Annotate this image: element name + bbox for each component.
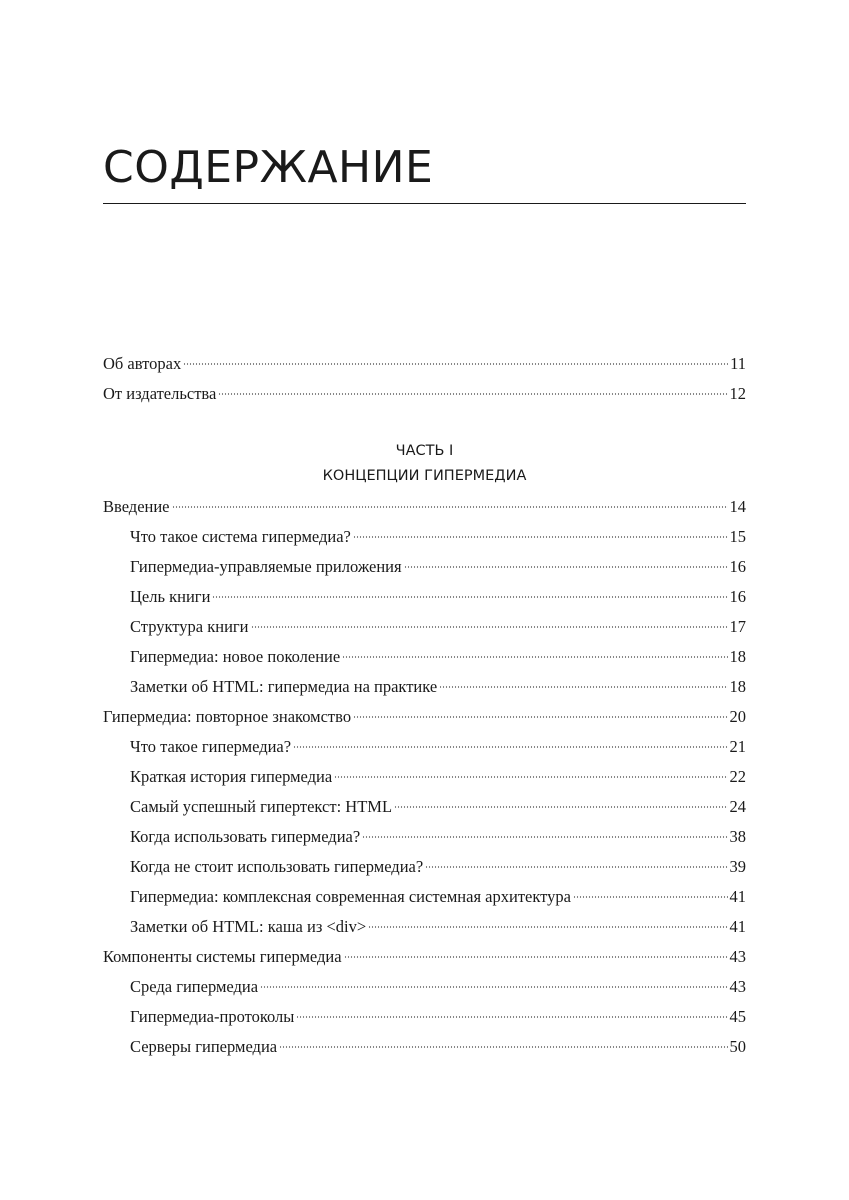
toc-entry-page: 38 — [729, 827, 746, 846]
dot-leader — [342, 656, 727, 658]
toc-section-entry[interactable] — [103, 672, 746, 702]
toc-entry-title: Гипермедиа-протоколы — [130, 1007, 295, 1026]
toc-entry-title: Гипермедиа-управляемые приложения — [130, 557, 402, 576]
toc-section-entry[interactable] — [103, 552, 746, 582]
toc-entry-title: Введение — [103, 497, 170, 516]
toc-section-entry[interactable] — [103, 1032, 746, 1062]
toc-section-entry[interactable] — [103, 972, 746, 1002]
toc-entry-title: Структура книги — [130, 617, 249, 636]
toc-section-entry[interactable] — [103, 762, 746, 792]
dot-leader — [404, 566, 728, 568]
dot-leader — [212, 596, 727, 598]
dot-leader — [260, 986, 727, 988]
toc-entry-page: 16 — [729, 557, 746, 576]
toc-entry-page: 41 — [729, 887, 746, 906]
toc-entry-page: 16 — [729, 587, 746, 606]
toc-part-entries — [103, 492, 746, 1062]
dot-leader — [344, 956, 728, 958]
toc-section-entry[interactable] — [103, 1002, 746, 1032]
toc-section-entry[interactable] — [103, 612, 746, 642]
toc-entry-page: 43 — [729, 947, 746, 966]
toc-chapter-entry[interactable] — [103, 492, 746, 522]
toc-entry-title: Компоненты системы гипермедиа — [103, 947, 342, 966]
dot-leader — [394, 806, 727, 808]
dot-leader — [218, 393, 727, 395]
dot-leader — [296, 1016, 727, 1018]
toc-entry-page: 50 — [729, 1037, 746, 1056]
dot-leader — [334, 776, 727, 778]
toc-entry-page: 20 — [729, 707, 746, 726]
toc-entry-title: Когда не стоит использовать гипермедиа? — [130, 857, 424, 876]
dot-leader — [251, 626, 728, 628]
toc-entry-title: Об авторах — [103, 354, 182, 373]
toc-entry-page: 24 — [729, 797, 746, 816]
dot-leader — [368, 926, 727, 928]
toc-entry-page: 14 — [729, 497, 746, 516]
page-title: СОДЕРЖАНИЕ — [103, 142, 434, 193]
toc-front-matter — [103, 349, 746, 409]
dot-leader — [183, 363, 728, 365]
toc-entry-page: 43 — [729, 977, 746, 996]
toc-entry-title: Среда гипермедиа — [130, 977, 259, 996]
toc-entry-title: Заметки об HTML: каша из <div> — [130, 917, 367, 936]
toc-entry-page: 17 — [729, 617, 746, 636]
toc-chapter-entry[interactable] — [103, 942, 746, 972]
toc-entry-page: 12 — [729, 384, 746, 403]
toc-entry-title: Гипермедиа: комплексная современная системная архитектура — [130, 887, 571, 906]
toc-section-entry[interactable] — [103, 582, 746, 612]
dot-leader — [293, 746, 727, 748]
toc-entry-title: Гипермедиа: повторное знакомство — [103, 707, 352, 726]
toc-entry-page: 18 — [729, 647, 746, 666]
dot-leader — [439, 686, 727, 688]
dot-leader — [362, 836, 727, 838]
toc-entry-title: Цель книги — [130, 587, 211, 606]
toc-entry-page: 41 — [729, 917, 746, 936]
toc-entry-page: 22 — [729, 767, 746, 786]
toc-entry-page: 18 — [729, 677, 746, 696]
dot-leader — [172, 506, 728, 508]
toc-entry-page: 15 — [729, 527, 746, 546]
toc-section-entry[interactable] — [103, 522, 746, 552]
toc-entry-page: 21 — [729, 737, 746, 756]
toc-section-entry[interactable] — [103, 912, 746, 942]
toc-section-entry[interactable] — [103, 792, 746, 822]
dot-leader — [353, 536, 728, 538]
toc-entry-title: От издательства — [103, 384, 217, 403]
toc-entry-title: Что такое гипермедиа? — [130, 737, 292, 756]
dot-leader — [573, 896, 728, 898]
toc-section-entry[interactable] — [103, 822, 746, 852]
toc-entry[interactable] — [103, 379, 746, 409]
toc-section-entry[interactable] — [103, 852, 746, 882]
toc-section-entry[interactable] — [103, 732, 746, 762]
toc-entry-title: Гипермедиа: новое поколение — [130, 647, 341, 666]
toc-entry-page: 39 — [729, 857, 746, 876]
toc-chapter-entry[interactable] — [103, 702, 746, 732]
toc-entry-title: Что такое система гипермедиа? — [130, 527, 351, 546]
toc-entry-page: 11 — [730, 354, 746, 373]
toc-entry-title: Заметки об HTML: гипермедиа на практике — [130, 677, 438, 696]
part-label: ЧАСТЬ I — [395, 443, 454, 459]
toc-section-entry[interactable] — [103, 882, 746, 912]
toc-section-entry[interactable] — [103, 642, 746, 672]
dot-leader — [279, 1046, 727, 1048]
part-name: КОНЦЕПЦИИ ГИПЕРМЕДИА — [322, 468, 527, 484]
dot-leader — [353, 716, 727, 718]
toc-entry-title: Серверы гипермедиа — [130, 1037, 278, 1056]
dot-leader — [425, 866, 727, 868]
toc-entry-title: Краткая история гипермедиа — [130, 767, 333, 786]
toc-entry-page: 45 — [729, 1007, 746, 1026]
toc-entry-title: Самый успешный гипертекст: HTML — [130, 797, 393, 816]
toc-entry[interactable] — [103, 349, 746, 379]
title-rule — [103, 203, 746, 204]
toc-entry-title: Когда использовать гипермедиа? — [130, 827, 361, 846]
